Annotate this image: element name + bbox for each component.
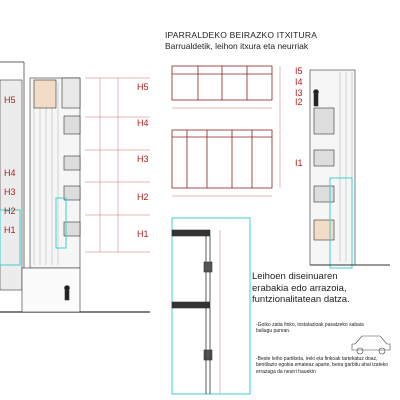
level-label: H4 <box>4 168 16 178</box>
level-label: I2 <box>295 97 303 107</box>
level-label: I3 <box>295 88 303 98</box>
window-level-labels <box>295 66 303 168</box>
level-label: I5 <box>295 66 303 76</box>
balcony-h4 <box>64 116 80 134</box>
ground-floor <box>22 268 80 312</box>
note-window-partition: -Beste leiho partiketa, ireki eta finkoak tartekatuz doaz, bentilazio egokia emateaz aparte, beira garbitu ahal izateko errazaga da neurri hauekin <box>256 356 389 375</box>
level-label: H5 <box>137 82 149 92</box>
left-wall <box>0 80 22 290</box>
section-title: IPARRALDEKO BEIRAZKO ITXITURA <box>165 30 318 40</box>
note-fixed-upper: -Goiko zatia finko, instalazioak pasatzeko sabaia baliagu parean. <box>256 322 364 335</box>
balcony-h5 <box>62 78 80 108</box>
detail-section <box>172 218 250 394</box>
car-sketch <box>352 336 390 354</box>
center-level-labels <box>137 82 149 239</box>
level-label: I1 <box>295 158 303 168</box>
level-label: H3 <box>4 187 16 197</box>
person-body <box>65 290 69 300</box>
level-label: H4 <box>137 118 149 128</box>
level-label: H1 <box>4 225 16 235</box>
right-elevation <box>310 70 390 268</box>
level-label: H1 <box>137 229 149 239</box>
level-label: I4 <box>295 77 303 87</box>
level-label: H3 <box>137 154 149 164</box>
level-label: H5 <box>4 95 16 105</box>
design-note: Leihoen diseinuaren erabakia edo arrazoia, funtzionalitatean datza. <box>252 271 350 305</box>
wood-panel <box>34 80 56 108</box>
center-elevation <box>22 78 150 312</box>
window-elevations <box>172 66 280 196</box>
balcony-h3 <box>64 156 80 170</box>
section-subtitle: Barrualdetik, leihon itxura eta neurriak <box>165 41 309 51</box>
level-label: H2 <box>4 206 16 216</box>
level-label: H2 <box>137 192 149 202</box>
